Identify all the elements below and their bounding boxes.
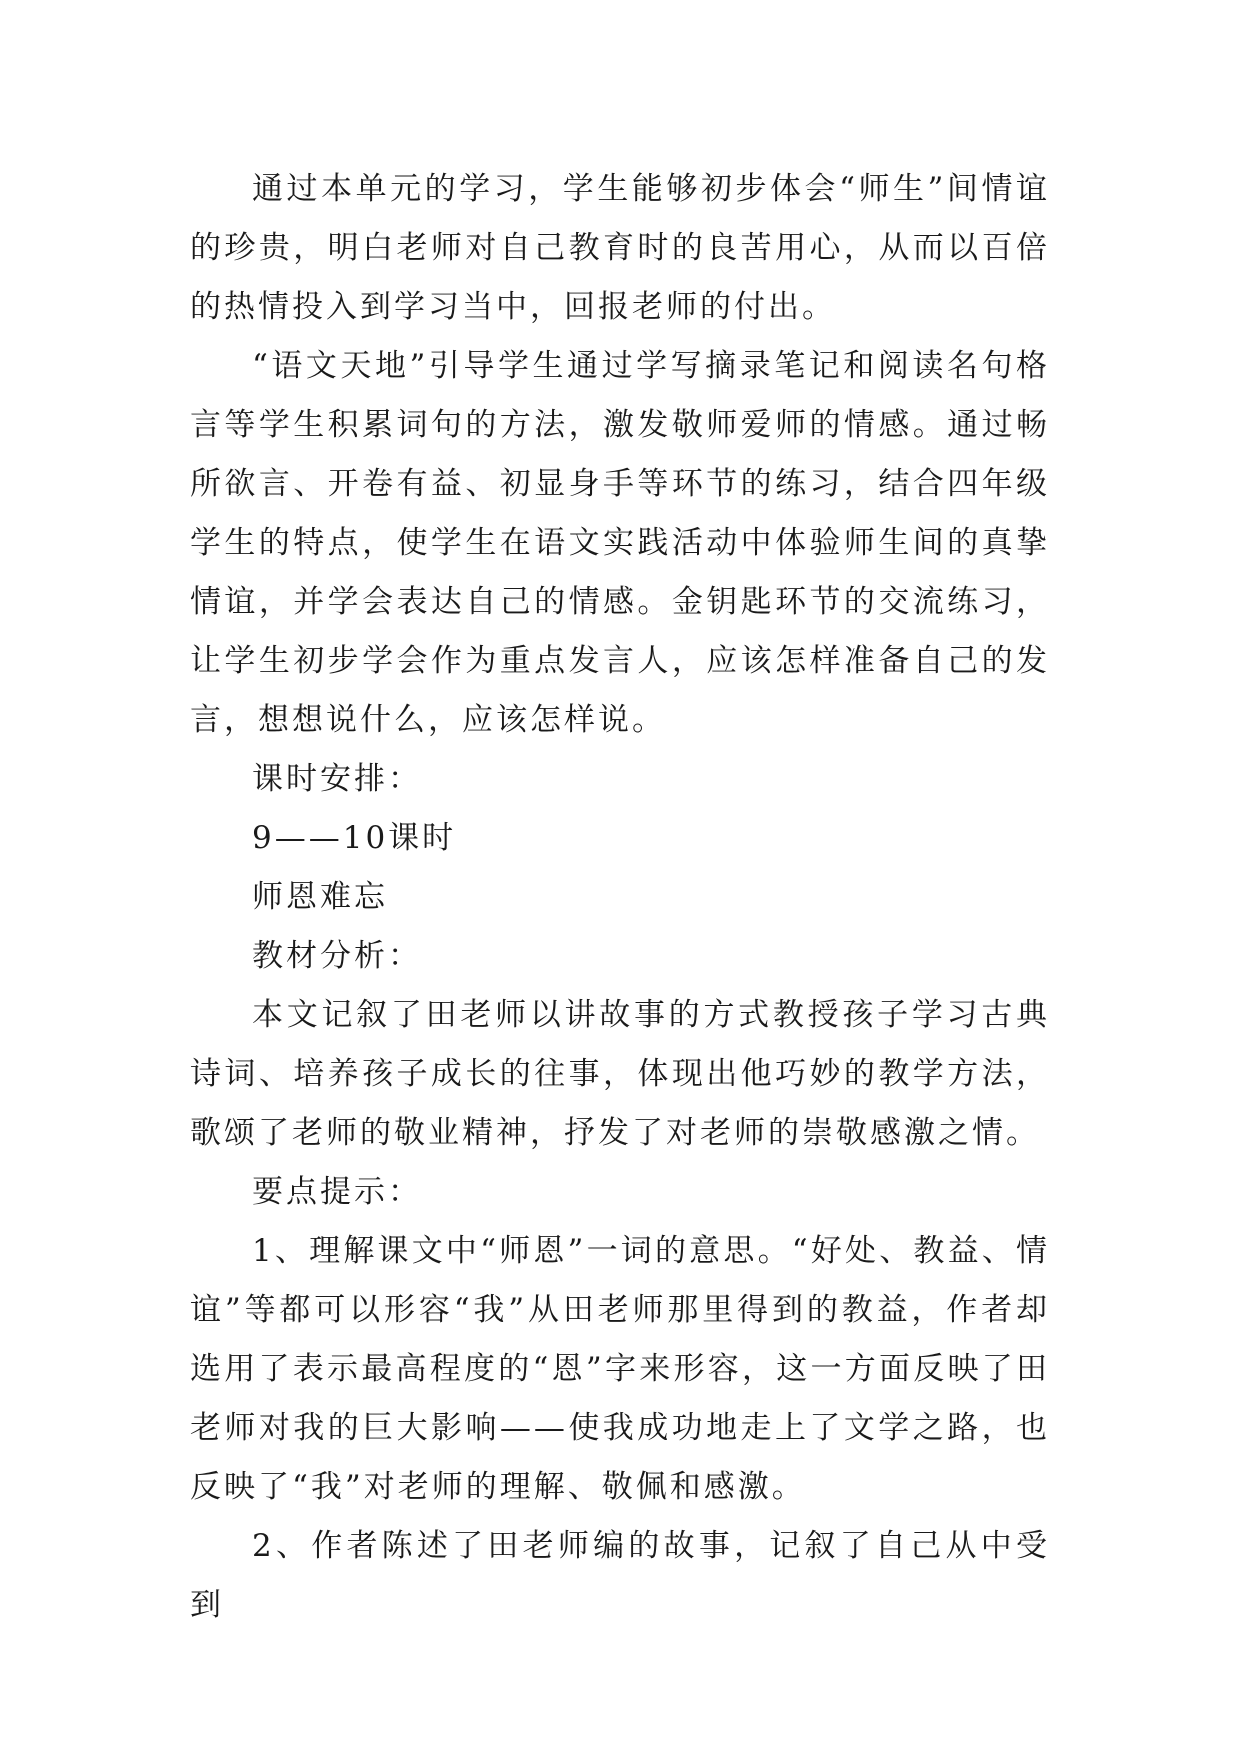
paragraph-key-point-1: 1、理解课文中“师恩”一词的意思。“好处、教益、情谊”等都可以形容“我”从田老师那里得到的教益，作者却选用了表示最高程度的“恩”字来形容，这一方面反映了田老师对我的巨大影响——使我成功地走上了文学之路，也反映了“我”对老师的理解、敬佩和感激。 <box>190 1233 1050 1505</box>
paragraph-material-analysis: 本文记叙了田老师以讲故事的方式教授孩子学习古典诗词、培养孩子成长的往事，体现出他巧妙的教学方法，歌颂了老师的敬业精神，抒发了对老师的崇敬感激之情。 <box>190 997 1050 1151</box>
schedule-hours: 9——10课时 <box>252 820 457 856</box>
paragraph-unit-goal: 通过本单元的学习，学生能够初步体会“师生”间情谊的珍贵，明白老师对自己教育时的良苦用心，从而以百倍的热情投入到学习当中，回报老师的付出。 <box>190 171 1050 325</box>
lesson-title: 师恩难忘 <box>252 879 388 915</box>
heading-material-analysis: 教材分析： <box>252 938 422 974</box>
heading-schedule: 课时安排： <box>252 761 422 797</box>
paragraph-key-point-2: 2、作者陈述了田老师编的故事，记叙了自己从中受到 <box>190 1528 1050 1623</box>
paragraph-yuwen-tiandi: “语文天地”引导学生通过学写摘录笔记和阅读名句格言等学生积累词句的方法，激发敬师爱师的情感。通过畅所欲言、开卷有益、初显身手等环节的练习，结合四年级学生的特点，使学生在语文实践活动中体验师生间的真挚情谊，并学会表达自己的情感。金钥匙环节的交流练习，让学生初步学会作为重点发言人，应该怎样准备自己的发言，想想说什么，应该怎样说。 <box>190 348 1050 738</box>
document-body <box>190 160 1050 1635</box>
heading-key-points: 要点提示： <box>252 1174 422 1210</box>
